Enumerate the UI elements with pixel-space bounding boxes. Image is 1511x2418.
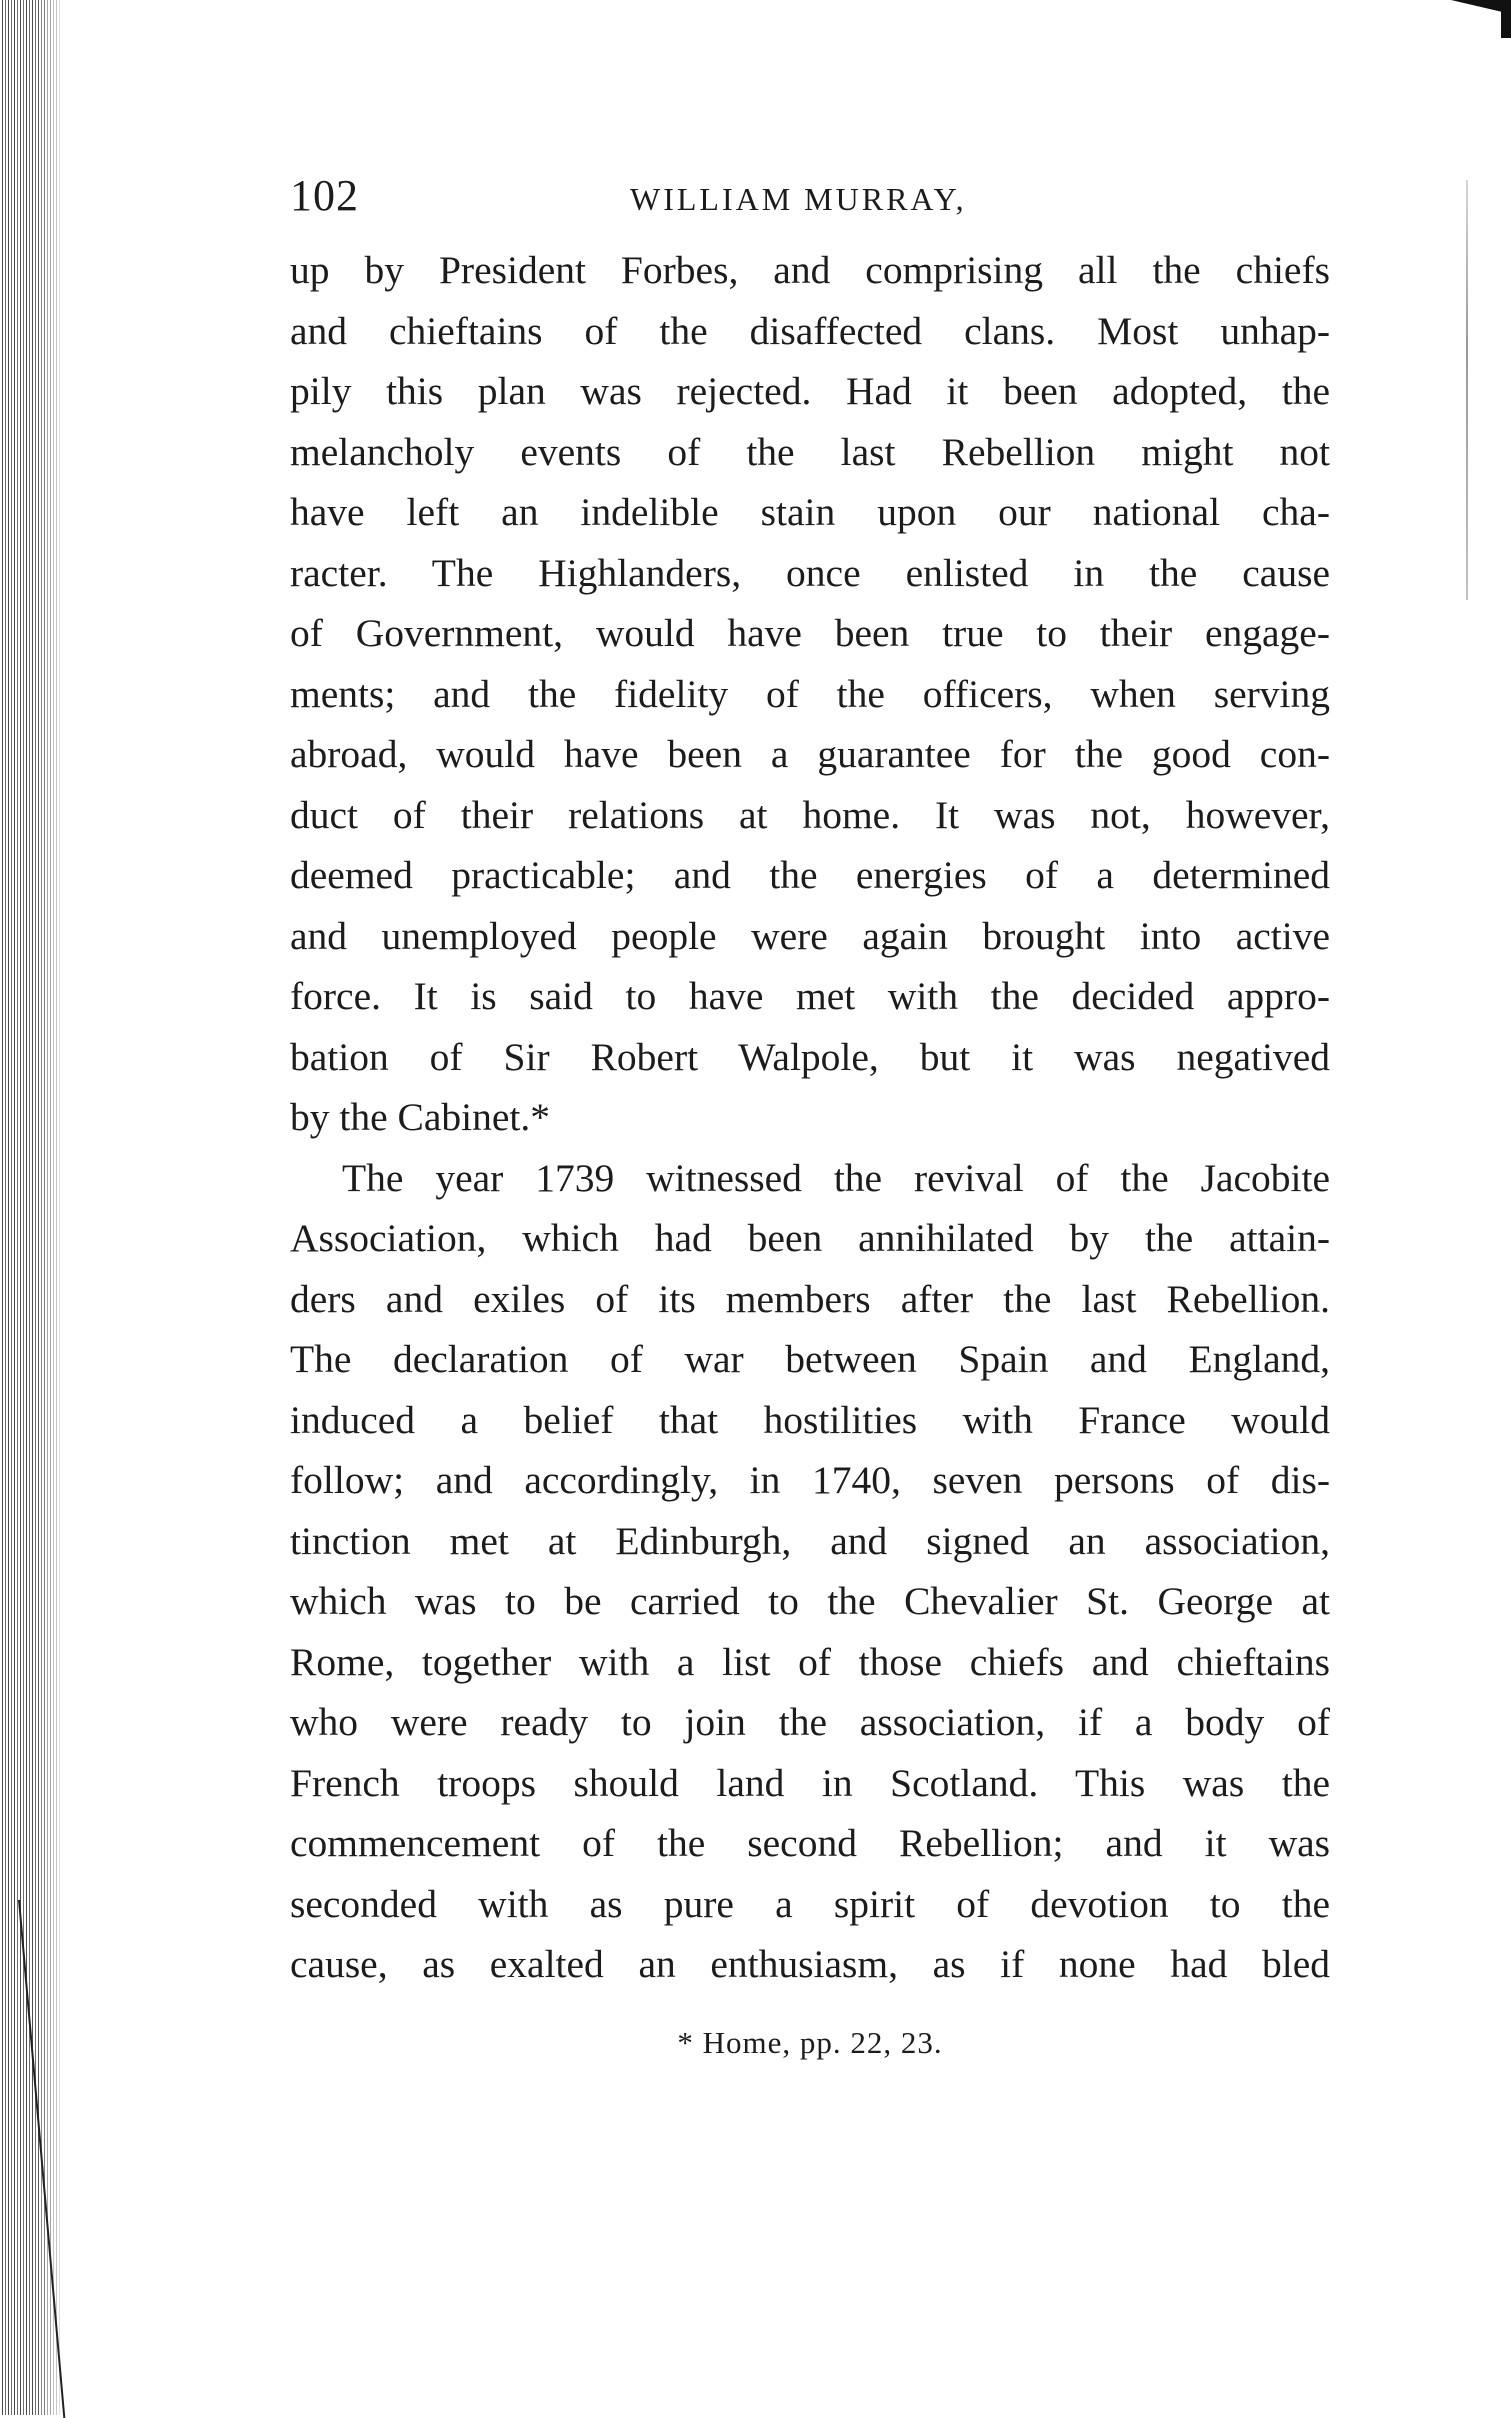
text-line: The declaration of war between Spain and England, [290, 1337, 1330, 1381]
text-line: duct of their relations at home. It was not, however, [290, 792, 1330, 837]
text-line: melancholy events of the last Rebellion might not [290, 429, 1330, 474]
text-line: ments; and the fidelity of the officers, when serving [290, 671, 1330, 716]
text-line: up by President Forbes, and comprising all the chiefs [290, 248, 1330, 292]
text-line: deemed practicable; and the energies of a determined [290, 853, 1330, 897]
text-line: which was to be carried to the Chevalier St. George at [290, 1579, 1330, 1623]
text-line: follow; and accordingly, in 1740, seven persons of dis- [290, 1458, 1330, 1502]
text-line: and chieftains of the disaffected clans. Most unhap- [290, 308, 1330, 353]
text-line: Association, which had been annihilated by the attain- [290, 1216, 1330, 1260]
text-line: commencement of the second Rebellion; and it was [290, 1821, 1330, 1865]
text-line: French troops should land in Scotland. This was the [290, 1760, 1330, 1805]
text-line: of Government, would have been true to their engage- [290, 611, 1330, 655]
text-line: cause, as exalted an enthusiasm, as if none had bled [290, 1942, 1330, 1986]
margin-rule [1466, 180, 1468, 600]
text-line: ders and exiles of its members after the last Rebellion. [290, 1276, 1330, 1321]
footnote: * Home, pp. 22, 23. [677, 2024, 943, 2060]
text-line: bation of Sir Robert Walpole, but it was negatived [290, 1034, 1330, 1079]
text-line: racter. The Highlanders, once enlisted in the cause [290, 550, 1330, 595]
text-line: tinction met at Edinburgh, and signed an association, [290, 1518, 1330, 1563]
paragraph-end-line: by the Cabinet.* [290, 1095, 550, 1139]
text-line: have left an indelible stain upon our national cha- [290, 490, 1330, 534]
text-line: Rome, together with a list of those chiefs and chieftains [290, 1639, 1330, 1684]
text-line: force. It is said to have met with the decided appro- [290, 974, 1330, 1018]
running-head: WILLIAM MURRAY, [630, 181, 967, 217]
page-header [290, 170, 1330, 240]
page-number: 102 [290, 171, 359, 220]
text-line: who were ready to join the association, if a body of [290, 1700, 1330, 1744]
text-line: seconded with as pure a spirit of devotion to the [290, 1881, 1330, 1926]
corner-tab [1501, 0, 1511, 38]
text-line: and unemployed people were again brought into active [290, 913, 1330, 958]
body-text [290, 240, 1330, 1995]
text-line: abroad, would have been a guarantee for the good con- [290, 732, 1330, 776]
binding-shadow [36, 0, 66, 2415]
text-line: pily this plan was rejected. Had it been adopted, the [290, 369, 1330, 413]
paragraph-start-line: The year 1739 witnessed the revival of the Jacobite [342, 1155, 1330, 1200]
text-line: induced a belief that hostilities with France would [290, 1397, 1330, 1442]
book-page [290, 170, 1330, 2061]
